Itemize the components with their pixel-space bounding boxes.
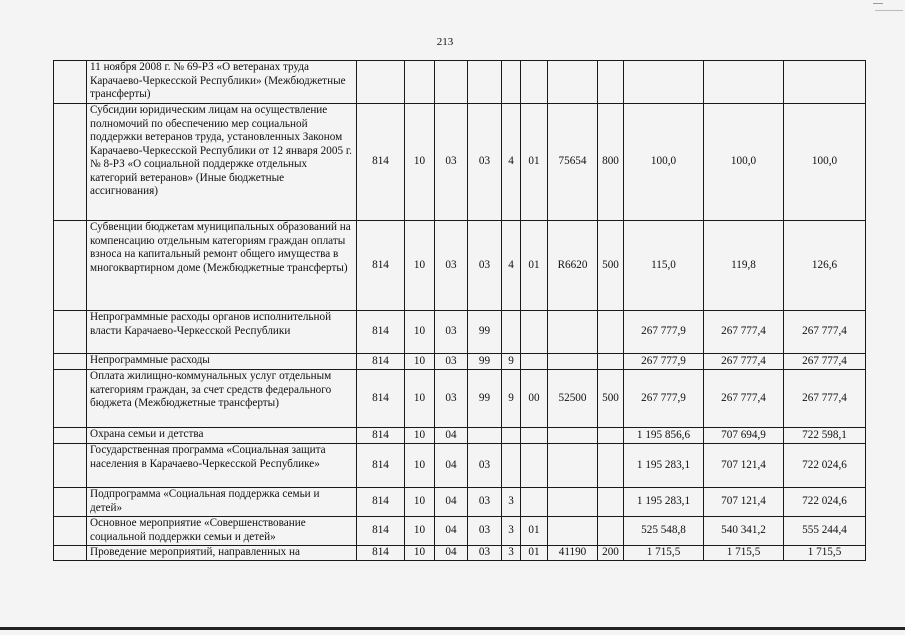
gr-code: 814	[357, 104, 405, 221]
program-code	[468, 428, 502, 444]
event-code	[521, 488, 548, 517]
subsection-code: 03	[435, 370, 468, 428]
amount-year-3: 267 777,4	[784, 311, 866, 354]
amount-year-2: 707 121,4	[704, 444, 784, 488]
program-code: 03	[468, 488, 502, 517]
section-code: 10	[405, 444, 435, 488]
row-margin-cell	[54, 104, 87, 221]
program-code: 03	[468, 546, 502, 561]
subsection-code: 03	[435, 311, 468, 354]
table-row	[54, 444, 866, 488]
amount-year-2: 1 715,5	[704, 546, 784, 561]
gr-code: 814	[357, 488, 405, 517]
amount-year-3	[784, 61, 866, 104]
amount-year-2: 267 777,4	[704, 354, 784, 370]
section-code: 10	[405, 546, 435, 561]
budget-table	[53, 60, 866, 561]
program-code: 03	[468, 221, 502, 311]
subprogram-code	[502, 61, 521, 104]
gr-code: 814	[357, 370, 405, 428]
table-row	[54, 311, 866, 354]
table-row	[54, 104, 866, 221]
event-code	[521, 61, 548, 104]
row-name: 11 ноября 2008 г. № 69-РЗ «О ветеранах труда Карачаево-Черкесской Республики» (Межбюджетные трансферты)	[87, 61, 357, 104]
row-name: Основное мероприятие «Совершенствование социальной поддержки семьи и детей»	[87, 517, 357, 546]
amount-year-1: 1 195 283,1	[624, 488, 704, 517]
page-number: 213	[436, 36, 454, 48]
subsection-code: 03	[435, 221, 468, 311]
section-code: 10	[405, 104, 435, 221]
row-margin-cell	[54, 488, 87, 517]
event-code: 00	[521, 370, 548, 428]
subprogram-code	[502, 444, 521, 488]
gr-code: 814	[357, 311, 405, 354]
table-row	[54, 546, 866, 561]
row-margin-cell	[54, 221, 87, 311]
amount-year-1: 1 195 856,6	[624, 428, 704, 444]
subprogram-code: 3	[502, 546, 521, 561]
amount-year-1: 100,0	[624, 104, 704, 221]
table-row	[54, 61, 866, 104]
direction-code	[548, 61, 598, 104]
expense-type-code	[598, 488, 624, 517]
scan-mark	[873, 3, 883, 4]
section-code: 10	[405, 311, 435, 354]
expense-type-code	[598, 517, 624, 546]
row-name: Подпрограмма «Социальная поддержка семьи и детей»	[87, 488, 357, 517]
program-code: 99	[468, 354, 502, 370]
row-name: Проведение мероприятий, направленных на	[87, 546, 357, 561]
section-code: 10	[405, 370, 435, 428]
amount-year-3: 555 244,4	[784, 517, 866, 546]
expense-type-code: 200	[598, 546, 624, 561]
subprogram-code: 3	[502, 488, 521, 517]
section-code: 10	[405, 354, 435, 370]
amount-year-1: 267 777,9	[624, 370, 704, 428]
section-code: 10	[405, 428, 435, 444]
amount-year-1: 1 715,5	[624, 546, 704, 561]
event-code	[521, 311, 548, 354]
table-row	[54, 488, 866, 517]
row-margin-cell	[54, 354, 87, 370]
subprogram-code	[502, 311, 521, 354]
amount-year-1: 267 777,9	[624, 311, 704, 354]
gr-code	[357, 61, 405, 104]
table-row	[54, 517, 866, 546]
row-margin-cell	[54, 444, 87, 488]
direction-code	[548, 444, 598, 488]
subsection-code: 04	[435, 488, 468, 517]
gr-code: 814	[357, 428, 405, 444]
row-margin-cell	[54, 428, 87, 444]
row-name: Государственная программа «Социальная защита населения в Карачаево-Черкесской Республике»	[87, 444, 357, 488]
event-code: 01	[521, 546, 548, 561]
row-margin-cell	[54, 517, 87, 546]
table-row	[54, 354, 866, 370]
gr-code: 814	[357, 517, 405, 546]
scan-mark	[875, 10, 903, 11]
subsection-code: 04	[435, 517, 468, 546]
direction-code: 41190	[548, 546, 598, 561]
program-code: 99	[468, 370, 502, 428]
direction-code	[548, 354, 598, 370]
program-code: 03	[468, 104, 502, 221]
amount-year-1: 115,0	[624, 221, 704, 311]
row-name: Охрана семьи и детства	[87, 428, 357, 444]
amount-year-1: 525 548,8	[624, 517, 704, 546]
direction-code: R6620	[548, 221, 598, 311]
program-code: 03	[468, 517, 502, 546]
section-code: 10	[405, 221, 435, 311]
amount-year-2: 119,8	[704, 221, 784, 311]
expense-type-code	[598, 61, 624, 104]
event-code: 01	[521, 517, 548, 546]
subsection-code: 04	[435, 444, 468, 488]
amount-year-3: 722 024,6	[784, 444, 866, 488]
amount-year-2: 707 121,4	[704, 488, 784, 517]
row-name: Субвенции бюджетам муниципальных образований на компенсацию отдельным категориям граждан оплаты взноса на капитальный ремонт общего имущества в многоквартирном доме (Межбюджетные трансферты)	[87, 221, 357, 311]
direction-code	[548, 311, 598, 354]
bottom-border	[0, 627, 905, 630]
subprogram-code: 9	[502, 354, 521, 370]
direction-code: 75654	[548, 104, 598, 221]
amount-year-2: 707 694,9	[704, 428, 784, 444]
table-row	[54, 221, 866, 311]
program-code: 03	[468, 444, 502, 488]
amount-year-1: 1 195 283,1	[624, 444, 704, 488]
event-code: 01	[521, 104, 548, 221]
amount-year-3: 1 715,5	[784, 546, 866, 561]
gr-code: 814	[357, 546, 405, 561]
amount-year-2: 540 341,2	[704, 517, 784, 546]
direction-code	[548, 517, 598, 546]
amount-year-2: 267 777,4	[704, 370, 784, 428]
amount-year-3: 267 777,4	[784, 354, 866, 370]
expense-type-code: 500	[598, 221, 624, 311]
amount-year-3: 100,0	[784, 104, 866, 221]
expense-type-code	[598, 444, 624, 488]
expense-type-code	[598, 428, 624, 444]
subprogram-code: 4	[502, 104, 521, 221]
program-code	[468, 61, 502, 104]
subsection-code: 03	[435, 104, 468, 221]
direction-code	[548, 428, 598, 444]
section-code: 10	[405, 488, 435, 517]
amount-year-2: 100,0	[704, 104, 784, 221]
section-code: 10	[405, 517, 435, 546]
event-code	[521, 428, 548, 444]
direction-code	[548, 488, 598, 517]
amount-year-2: 267 777,4	[704, 311, 784, 354]
row-margin-cell	[54, 311, 87, 354]
amount-year-3: 267 777,4	[784, 370, 866, 428]
expense-type-code: 500	[598, 370, 624, 428]
row-name: Оплата жилищно-коммунальных услуг отдельным категориям граждан, за счет средств федерального бюджета (Межбюджетные трансферты)	[87, 370, 357, 428]
event-code	[521, 354, 548, 370]
table-row	[54, 370, 866, 428]
row-name: Непрограммные расходы органов исполнительной власти Карачаево-Черкесской Республики	[87, 311, 357, 354]
direction-code: 52500	[548, 370, 598, 428]
amount-year-2	[704, 61, 784, 104]
gr-code: 814	[357, 354, 405, 370]
subsection-code: 04	[435, 546, 468, 561]
amount-year-3: 126,6	[784, 221, 866, 311]
gr-code: 814	[357, 444, 405, 488]
subsection-code	[435, 61, 468, 104]
expense-type-code: 800	[598, 104, 624, 221]
row-name: Непрограммные расходы	[87, 354, 357, 370]
subprogram-code: 9	[502, 370, 521, 428]
row-margin-cell	[54, 370, 87, 428]
amount-year-1: 267 777,9	[624, 354, 704, 370]
expense-type-code	[598, 311, 624, 354]
subprogram-code: 3	[502, 517, 521, 546]
subprogram-code	[502, 428, 521, 444]
amount-year-3: 722 024,6	[784, 488, 866, 517]
subsection-code: 03	[435, 354, 468, 370]
row-margin-cell	[54, 546, 87, 561]
gr-code: 814	[357, 221, 405, 311]
table-row	[54, 428, 866, 444]
row-name: Субсидии юридическим лицам на осуществление полномочий по обеспечению мер социальной поддержки ветеранов труда, установленных Законом Карачаево-Черкесской Республики от 12 января 2005 г. № 8-РЗ «О социальной поддержке отдельных категорий ветеранов» (Иные бюджетные ассигнования)	[87, 104, 357, 221]
amount-year-3: 722 598,1	[784, 428, 866, 444]
subprogram-code: 4	[502, 221, 521, 311]
program-code: 99	[468, 311, 502, 354]
section-code	[405, 61, 435, 104]
event-code	[521, 444, 548, 488]
subsection-code: 04	[435, 428, 468, 444]
row-margin-cell	[54, 61, 87, 104]
expense-type-code	[598, 354, 624, 370]
amount-year-1	[624, 61, 704, 104]
event-code: 01	[521, 221, 548, 311]
